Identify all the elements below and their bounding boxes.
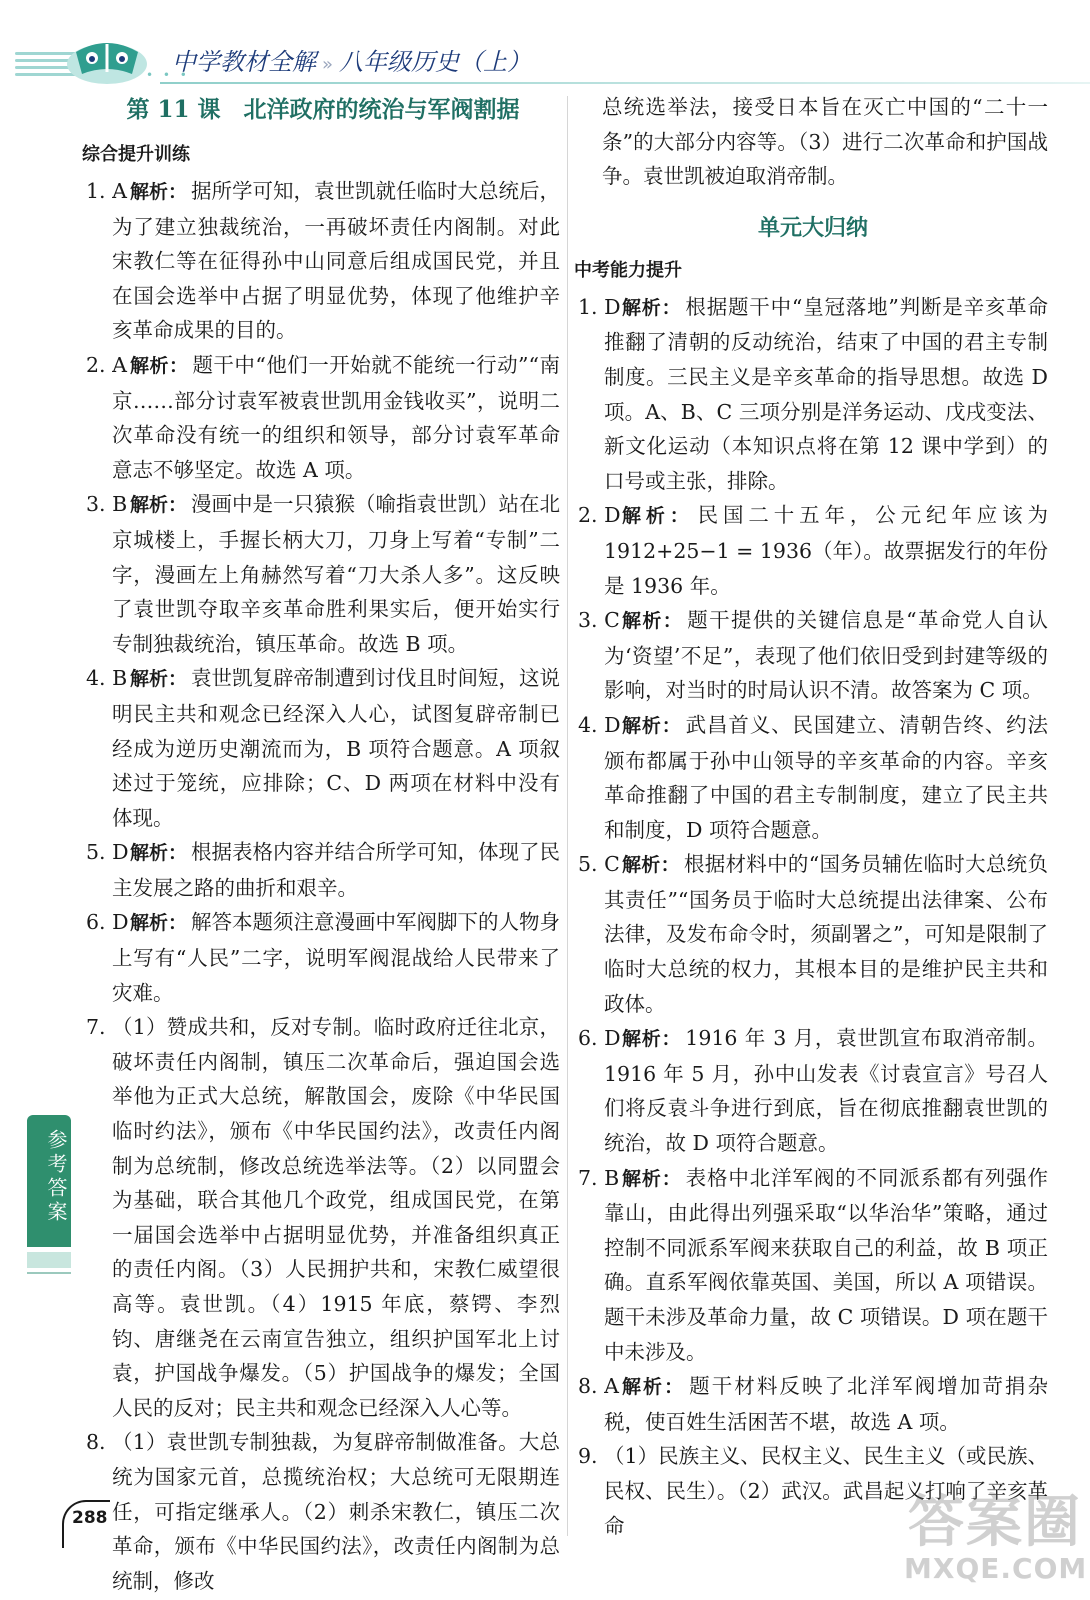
answer-text: 根据表格内容并结合所学可知，体现了民主发展之路的曲折和艰辛。 xyxy=(112,840,561,900)
answer-text: （1）袁世凯专制独裁，为复辟帝制做准备。大总统为国家元首，总揽统治权；大总统可无限期连任，可指定继承人。（2）刺杀宋教仁，镇压二次革命，颁布《中华民国约法》，改责任内阁制为总统制，修改 xyxy=(112,1430,560,1593)
analysis-label: 解析： xyxy=(622,1167,682,1190)
answer-number: 6. D xyxy=(578,1026,621,1051)
answer-text: 袁世凯复辟帝制遭到讨伐且时间短，这说明民主共和观念已经深入人心，试图复辟帝制已经成为逆历史潮流而为，B 项符合题意。A 项叙述过于笼统，应排除；C、D 两项在材料中没有体现。 xyxy=(112,666,561,830)
analysis-label: 解析： xyxy=(622,714,682,737)
answer-number: 9. xyxy=(578,1444,598,1469)
page-number xyxy=(62,1500,112,1540)
analysis-label: 解析： xyxy=(130,181,188,203)
answer-item xyxy=(86,661,560,835)
answer-number: 5. C xyxy=(578,852,620,877)
answer-item xyxy=(578,847,1048,1021)
analysis-label: 解析： xyxy=(130,494,188,517)
answer-item xyxy=(578,498,1048,603)
answer-number: 2. D xyxy=(578,503,621,528)
side-tab-rule xyxy=(27,1272,71,1274)
analysis-label: 解析： xyxy=(622,1028,682,1051)
section-title: 综合提升训练 xyxy=(82,144,190,165)
answer-text: （1）赞成共和，反对专制。临时政府迁往北京，破坏责任内阁制，镇压二次革命后，强迫国会选举他为正式大总统，解散国会，废除《中华民国临时约法》，颁布《中华民国约法》，改责任内阁制为总统制，修改总统选举法等。（2）以同盟会为基础，联合其他几个政党，组成国民党，在第一届国会选举中占据明显优势，并准备组织真正的责任内阁。（3）人民拥护共和，宋教仁威望很高等。袁世凯。（4）1915 年底，蔡锷、李烈钧、唐继尧在云南宣告独立，组织护国军北上讨袁，护国战争爆发。（5）护国战争的爆发；全国人民的反对；民主共和观念已经深入人心等。 xyxy=(112,1015,560,1420)
answer-number: 3. C xyxy=(578,608,620,633)
subject-title: 八年级历史（上） xyxy=(339,48,532,76)
answer-number: 4. B xyxy=(86,666,128,691)
answer-text: 题干中“他们一开始就不能统一行动”“南京……部分讨袁军被袁世凯用金钱收买”，说明二次革命没有统一的组织和领导，部分讨袁军革命意志不够坚定。故选 A 项。 xyxy=(112,352,560,482)
analysis-label: 解析： xyxy=(130,668,188,691)
book-title: 中学教材全解 xyxy=(172,48,316,76)
lesson-title: 第 11 课 北洋政府的统治与军阀割据 xyxy=(126,96,520,123)
answer-number: 8. A xyxy=(578,1374,619,1399)
answer-text: 解答本题须注意漫画中军阀脚下的人物身上写有“人民”二字，说明军阀混战给人民带来了灾难。 xyxy=(112,910,561,1005)
watermark-text: MXQE.COM xyxy=(904,1552,1088,1585)
answer-text: 漫画中是一只猿猴（喻指袁世凯）站在北京城楼上，手握长柄大刀，刀身上写着“专制”二字，漫画左上角赫然写着“刀大杀人多”。这反映了袁世凯夺取辛亥革命胜利果实后，便开始实行专制独裁统治，镇压革命。故选 B 项。 xyxy=(112,492,561,656)
chevron-icon: » xyxy=(322,54,334,75)
answer-item xyxy=(86,1425,560,1598)
reference-answer-tab xyxy=(27,1115,71,1247)
header-title xyxy=(172,42,531,77)
answer-number: 6. D xyxy=(86,910,129,935)
analysis-label: 解析： xyxy=(622,296,682,319)
analysis-label: 解析： xyxy=(622,610,684,633)
answer-text: 据所学可知，袁世凯就任临时大总统后，为了建立独裁统治，一再破坏责任内阁制。对此宋教仁等在征得孙中山同意后组成国民党，并且在国会选举中占据了明显优势，体现了他维护辛亥革命成果的目的。 xyxy=(112,179,561,343)
page-header xyxy=(0,0,1090,90)
right-column xyxy=(574,90,1048,1543)
answer-text: 题干材料反映了北洋军阀增加苛捐杂税，使百姓生活困苦不堪，故选 A 项。 xyxy=(604,1374,1048,1434)
answer-text: 民国二十五年，公元纪年应该为 1912+25−1 = 1936（年）。故票据发行的年份是 1936 年。 xyxy=(604,503,1048,598)
watermark xyxy=(898,1478,1088,1598)
analysis-label: 解析： xyxy=(130,354,189,377)
section-title: 中考能力提升 xyxy=(574,259,682,281)
column-divider xyxy=(567,96,568,1536)
answer-number: 7. B xyxy=(578,1165,620,1190)
answer-item xyxy=(578,290,1048,499)
side-tab-bar xyxy=(27,1252,71,1268)
answer-text: 根据材料中的“国务员辅佐临时大总统负其责任”“国务员于临时大总统提出法律案、公布法律，及发布命令时，须副署之”，可知是限制了临时大总统的权力，其根本目的是维护民主共和政体。 xyxy=(604,852,1048,1016)
answer-item xyxy=(86,348,560,487)
answer-item xyxy=(578,1021,1048,1160)
header-dots: • • • xyxy=(146,68,190,82)
answer-item xyxy=(578,603,1048,708)
answer-item xyxy=(86,1010,560,1425)
answer-item xyxy=(86,835,560,905)
answer-number: 2. A xyxy=(86,352,127,377)
answer-number: 1. A xyxy=(86,179,127,203)
answer-item xyxy=(86,487,560,661)
answer-number: 5. D xyxy=(86,840,129,865)
answer-item xyxy=(578,1161,1048,1370)
unit-title: 单元大归纳 xyxy=(757,214,868,241)
answer-text: 题干提供的关键信息是“革命党人自认为‘资望’不足”，表现了他们依旧受到封建等级的影响，对当时的时局认识不清。故答案为 C 项。 xyxy=(604,608,1048,703)
answer-item xyxy=(86,174,560,348)
answer-number: 7. xyxy=(86,1015,106,1040)
header-rule xyxy=(160,82,1090,84)
continued-text: 总统选举法，接受日本旨在灭亡中国的“二十一条”的大部分内容等。（3）进行二次革命和护国战争。袁世凯被迫取消帝制。 xyxy=(602,95,1048,189)
analysis-label: 解析： xyxy=(130,842,188,865)
side-tab-label: 参考答案 xyxy=(44,1129,68,1225)
page-number-text: 288 xyxy=(72,1508,108,1528)
answer-text: （1）民族主义、民权主义、民生主义（或民族、民权、民生）。（2）武汉。武昌起义打响了辛亥革命 xyxy=(604,1444,1048,1538)
answer-item xyxy=(578,708,1048,847)
left-column xyxy=(82,90,561,1598)
answer-text: 表格中北洋军阀的不同派系都有列强作靠山，由此得出列强采取“以华治华”策略，通过控制不同派系军阀来获取自己的利益，故 B 项正确。直系军阀依靠英国、美国，所以 A 项错误。题干未涉及革命力量，故 C 项错误。D 项在题干中未涉及。 xyxy=(604,1165,1048,1364)
answer-text: 根据题干中“皇冠落地”判断是辛亥革命推翻了清朝的反动统治，结束了中国的君主专制制度。三民主义是辛亥革命的指导思想。故选 D 项。A、B、C 三项分别是洋务运动、戊戌变法、新文化运动（本知识点将在第 12 课中学到）的口号或主张，排除。 xyxy=(604,294,1048,493)
analysis-label: 解析： xyxy=(622,854,680,877)
answer-number: 3. B xyxy=(86,492,128,517)
answer-text: 武昌首义、民国建立、清朝告终、约法颁布都属于孙中山领导的辛亥革命的内容。辛亥革命推翻了中国的君主专制制度，建立了民主共和制度，D 项符合题意。 xyxy=(604,712,1048,842)
analysis-label: 解析： xyxy=(622,1376,686,1399)
answer-number: 1. D xyxy=(578,294,621,319)
answer-number: 8. xyxy=(86,1430,106,1455)
answer-number: 4. D xyxy=(578,712,621,737)
answer-text: 1916 年 3 月，袁世凯宣布取消帝制。1916 年 5 月，孙中山发表《讨袁宣言》号召人们将反袁斗争进行到底，旨在彻底推翻袁世凯的统治，故 D 项符合题意。 xyxy=(604,1026,1048,1156)
book-logo-icon xyxy=(62,30,152,86)
answer-item xyxy=(578,1369,1048,1439)
watermark-logo-icon: 答案圈 xyxy=(908,1490,1082,1555)
analysis-label: 解析： xyxy=(622,505,694,528)
answer-item xyxy=(86,905,560,1010)
analysis-label: 解析： xyxy=(130,912,188,935)
